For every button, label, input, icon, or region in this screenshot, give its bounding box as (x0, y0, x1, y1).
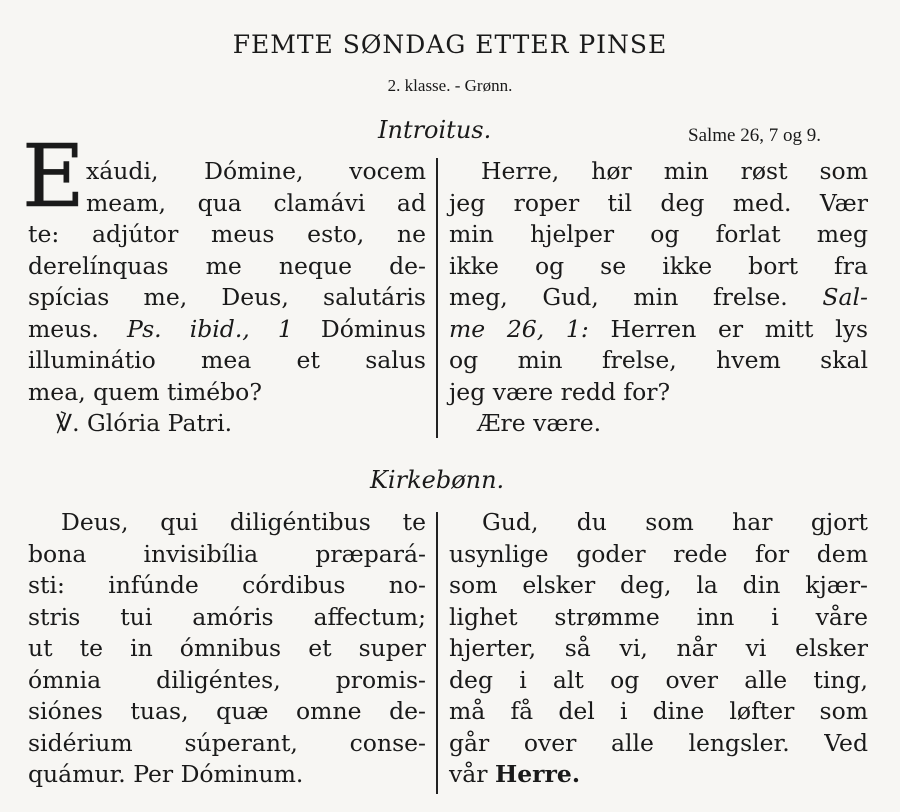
latin-line: meus. Ps. ibid., 1 Dóminus (28, 314, 426, 343)
latin-line: siónes tuas, quæ omne de- (28, 697, 426, 725)
kirkebonn-heading: Kirkebønn. (370, 466, 505, 494)
latin-line: spícias me, Deus, salutáris (28, 283, 426, 311)
kirkebonn-latin (28, 507, 426, 791)
norwegian-line: går over alle lengsler. Ved (449, 728, 868, 757)
norwegian-line: og min frelse, hvem skal (449, 346, 868, 374)
introitus-norwegian (449, 156, 868, 440)
latin-line: ℣. Glória Patri. (56, 409, 233, 437)
latin-line: stris tui amóris affectum; (28, 602, 426, 631)
page-title: FEMTE SØNDAG ETTER PINSE (232, 30, 668, 59)
latin-line: derelínquas me neque de- (28, 251, 426, 280)
introitus-heading: Introitus. (378, 116, 492, 144)
norwegian-line: hjerter, så vi, når vi elsker (449, 634, 868, 662)
latin-line: illuminátio mea et salus (28, 346, 426, 374)
norwegian-line: min hjelper og forlat meg (449, 220, 868, 248)
norwegian-line: Gud, du som har gjort (482, 508, 868, 536)
latin-line: Deus, qui diligéntibus te (61, 508, 426, 536)
kirkebonn-norwegian (449, 507, 868, 791)
norwegian-line: lighet strømme inn i våre (449, 602, 868, 631)
page-subtitle: 2. klasse. - Grønn. (387, 76, 513, 95)
column-divider (436, 158, 438, 438)
latin-line: xáudi, Dómine, vocem (86, 157, 426, 185)
introitus-reference: Salme 26, 7 og 9. (688, 125, 821, 146)
latin-line: quámur. Per Dóminum. (28, 760, 304, 788)
latin-line: bona invisibília præpará- (28, 539, 426, 568)
column-divider (436, 512, 438, 794)
norwegian-line: deg i alt og over alle ting, (449, 665, 868, 694)
norwegian-line: me 26, 1: Herren er mitt lys (449, 314, 869, 343)
norwegian-line: jeg være redd for? (449, 377, 671, 406)
psalm-citation: Sal- (822, 283, 868, 311)
introitus-latin (28, 156, 426, 440)
psalm-citation: me 26, 1: (449, 314, 589, 343)
norwegian-line: ikke og se ikke bort fra (449, 251, 868, 280)
latin-line: ómnia diligéntes, promis- (28, 665, 426, 694)
latin-line: te: adjútor meus esto, ne (28, 220, 426, 248)
norwegian-line: jeg roper til deg med. Vær (449, 188, 868, 217)
psalm-citation: Ps. ibid., 1 (126, 314, 293, 343)
latin-line: mea, quem timébo? (28, 377, 262, 406)
norwegian-line: som elsker deg, la din kjær- (449, 571, 868, 599)
norwegian-line: Herre, hør min røst som (481, 157, 868, 185)
latin-line: ut te in ómnibus et super (28, 634, 426, 662)
latin-line: sidérium súperant, conse- (28, 728, 426, 757)
latin-line: sti: infúnde córdibus no- (28, 571, 426, 599)
drop-cap-initial: E (22, 127, 85, 227)
latin-line: meam, qua clamávi ad (86, 188, 426, 217)
norwegian-line: Ære være. (477, 409, 602, 437)
norwegian-line: må få del i dine løfter som (449, 697, 868, 725)
norwegian-line: vår Herre. (449, 760, 581, 788)
norwegian-line: usynlige goder rede for dem (449, 539, 868, 568)
norwegian-line: meg, Gud, min frelse. Sal- (449, 283, 868, 311)
closing-word: Herre. (495, 760, 581, 788)
